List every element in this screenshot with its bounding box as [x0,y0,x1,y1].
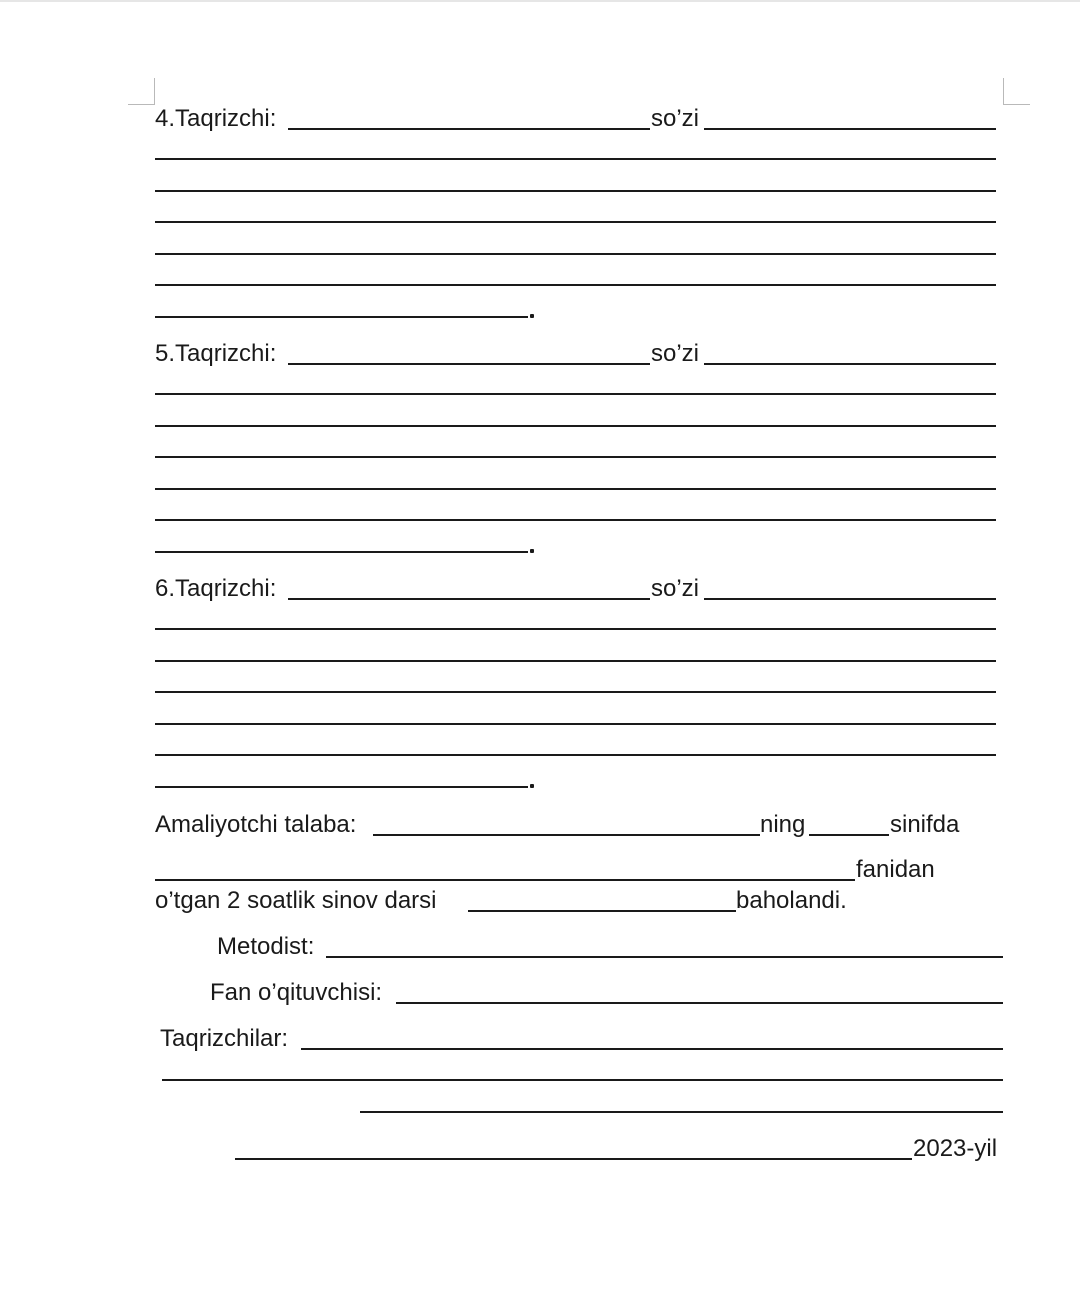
metodist-label: Metodist: [217,933,315,960]
review-word-label: so’zi [651,340,700,367]
period-mark [530,549,534,553]
review-label: 5.Taqrizchi: [155,340,277,367]
baholandi-label: baholandi. [736,887,847,914]
fill-line-short [155,551,528,553]
fill-line [155,221,996,223]
reviewers-signature-line [162,1079,1003,1081]
class-line [809,834,889,836]
fanidan-label: fanidan [856,856,935,883]
fill-line [155,425,996,427]
reviewers-signature-line [301,1048,1003,1050]
fill-line [155,488,996,490]
sinifda-label: sinifda [890,811,960,838]
fill-line [155,456,996,458]
reviewer-name-line [288,128,650,130]
fill-line [704,598,996,600]
fill-line [155,253,996,255]
fill-line [704,128,996,130]
lesson-text: o’tgan 2 soatlik sinov darsi [155,887,437,914]
fill-line [155,158,996,160]
fill-line [155,660,996,662]
margin-corner-mark-right [1003,78,1030,105]
fill-line [155,628,996,630]
review-label: 6.Taqrizchi: [155,575,277,602]
reviewer-name-line [288,598,650,600]
student-name-line [373,834,760,836]
year-label: 2023-yil [913,1135,998,1162]
fill-line [704,363,996,365]
reviewers-signature-line [360,1111,1003,1113]
fill-line-short [155,786,528,788]
review-word-label: so’zi [651,105,700,132]
period-mark [530,784,534,788]
fill-line [155,519,996,521]
fill-line [155,723,996,725]
margin-corner-mark-left [128,78,155,105]
fill-line [155,284,996,286]
review-word-label: so’zi [651,575,700,602]
fill-line-short [155,316,528,318]
ning-label: ning [760,811,806,838]
reviewers-label: Taqrizchilar: [160,1025,289,1052]
period-mark [530,314,534,318]
teacher-label: Fan o’qituvchisi: [210,979,383,1006]
fill-line [155,691,996,693]
subject-line [155,879,855,881]
teacher-signature-line [396,1002,1003,1004]
date-line [235,1158,912,1160]
fill-line [155,393,996,395]
review-label: 4.Taqrizchi: [155,105,277,132]
student-label: Amaliyotchi talaba: [155,811,357,838]
metodist-signature-line [326,956,1003,958]
reviewer-name-line [288,363,650,365]
fill-line [155,190,996,192]
fill-line [155,754,996,756]
grade-line [468,910,736,912]
